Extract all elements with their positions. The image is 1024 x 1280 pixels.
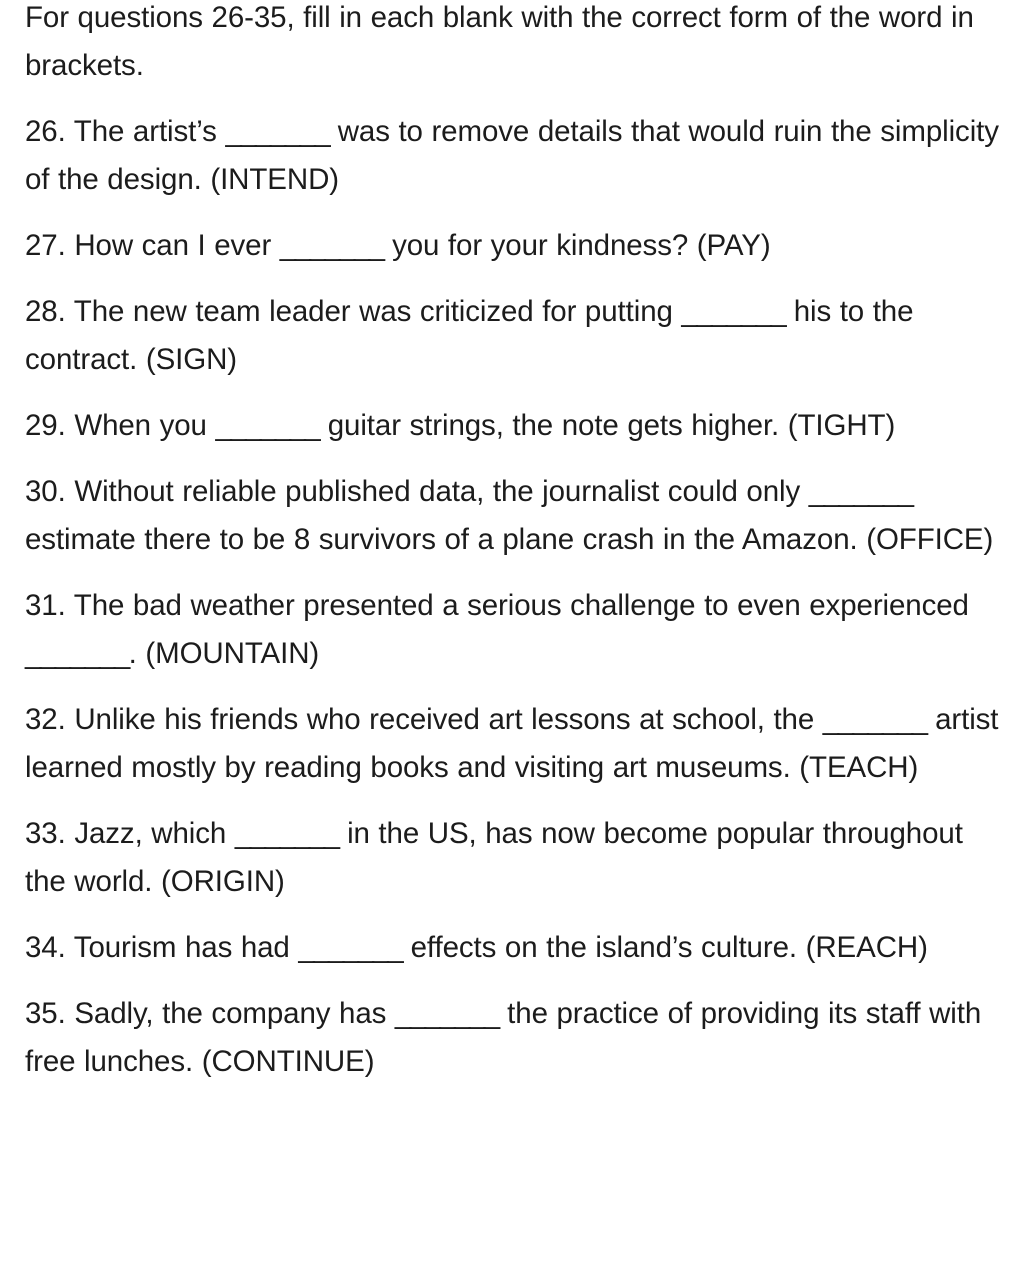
answer-blank-35[interactable]: _______ <box>394 997 499 1030</box>
question-number-33: 33. <box>25 817 66 850</box>
answer-blank-32[interactable]: _______ <box>822 703 927 736</box>
question-number-26: 26. <box>25 115 66 148</box>
answer-blank-30[interactable]: _______ <box>808 475 913 508</box>
question-cue-30: (OFFICE) <box>866 523 994 556</box>
question-text-after-blank-29: guitar strings, the note gets higher. <box>327 409 780 442</box>
question-number-34: 34. <box>25 931 66 964</box>
question-number-32: 32. <box>25 703 66 736</box>
question-cue-28: (SIGN) <box>145 343 238 376</box>
question-text-after-blank-30: estimate there to be 8 survivors of a plane crash in the Amazon. <box>25 523 858 556</box>
answer-blank-28[interactable]: _______ <box>681 295 786 328</box>
question-number-28: 28. <box>25 295 66 328</box>
question-text-after-blank-28: his to the contract. <box>25 295 914 376</box>
question-text-before-blank-32: Unlike his friends who received art lessons at school, the <box>74 703 815 736</box>
question-item-29 <box>25 402 1002 450</box>
question-text-before-blank-29: When you <box>74 409 207 442</box>
answer-blank-31[interactable]: _______ <box>25 637 129 670</box>
question-item-26 <box>25 108 1002 204</box>
question-item-28 <box>25 288 1002 384</box>
question-number-27: 27. <box>25 229 66 262</box>
question-text-before-blank-31: The bad weather presented a serious challenge to even experienced <box>73 589 969 622</box>
question-text-after-blank-27: you for your kindness? <box>392 229 689 262</box>
question-text-after-blank-32: artist learned mostly by reading books and visiting art museums. <box>25 703 999 784</box>
question-number-31: 31. <box>25 589 66 622</box>
instructions-paragraph: For questions 26-35, fill in each blank with the correct form of the word in brackets. <box>25 1 974 82</box>
question-cue-32: (TEACH) <box>799 751 919 784</box>
question-cue-34: (REACH) <box>805 931 928 964</box>
answer-blank-34[interactable]: _______ <box>298 931 403 964</box>
answer-blank-29[interactable]: _______ <box>215 409 320 442</box>
question-text-after-blank-35: the practice of providing its staff with free lunches. <box>25 997 982 1078</box>
question-number-35: 35. <box>25 997 66 1030</box>
question-text-after-blank-31: . <box>128 637 137 670</box>
question-text-before-blank-28: The new team leader was criticized for putting <box>73 295 673 328</box>
question-cue-35: (CONTINUE) <box>201 1045 375 1078</box>
answer-blank-33[interactable]: _______ <box>234 817 339 850</box>
question-text-after-blank-34: effects on the island’s culture. <box>410 931 797 964</box>
question-text-before-blank-27: How can I ever <box>74 229 272 262</box>
question-item-33 <box>25 810 1002 906</box>
question-cue-27: (PAY) <box>696 229 771 262</box>
question-text-before-blank-35: Sadly, the company has <box>74 997 387 1030</box>
question-text-before-blank-34: Tourism has had <box>73 931 290 964</box>
answer-blank-26[interactable]: _______ <box>225 115 330 148</box>
question-item-32 <box>25 696 1002 792</box>
question-cue-33: (ORIGIN) <box>161 865 285 898</box>
question-text-before-blank-33: Jazz, which <box>74 817 227 850</box>
answer-blank-27[interactable]: _______ <box>279 229 384 262</box>
question-cue-29: (TIGHT) <box>787 409 896 442</box>
question-cue-26: (INTEND) <box>210 163 339 196</box>
question-item-27 <box>25 222 1002 270</box>
question-text-before-blank-26: The artist’s <box>73 115 217 148</box>
question-item-34 <box>25 924 1002 972</box>
question-item-30 <box>25 468 1002 564</box>
question-text-after-blank-26: was to remove details that would ruin the simplicity of the design. <box>25 115 999 196</box>
question-text-before-blank-30: Without reliable published data, the journalist could only <box>74 475 801 508</box>
question-cue-31: (MOUNTAIN) <box>145 637 320 670</box>
question-item-35 <box>25 990 1002 1086</box>
question-number-30: 30. <box>25 475 66 508</box>
question-item-31 <box>25 582 1002 678</box>
question-text-after-blank-33: in the US, has now become popular throughout the world. <box>25 817 963 898</box>
question-number-29: 29. <box>25 409 66 442</box>
